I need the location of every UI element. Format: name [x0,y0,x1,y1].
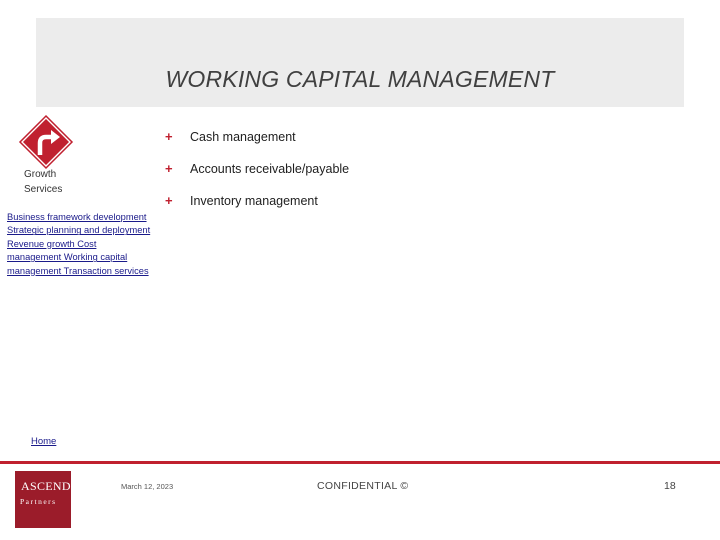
bullet-list [165,128,349,224]
services-nav-links [7,211,153,278]
company-logo [15,471,71,528]
services-label: Services [24,184,63,195]
home-link[interactable]: Home [31,436,57,447]
page-number: 18 [664,480,676,492]
bullet-item [165,128,349,160]
footer-date: March 12, 2023 [121,482,174,491]
title-bar [36,18,684,107]
footer-divider [0,461,720,464]
growth-label: Growth [24,169,57,180]
plus-bullet-icon: + [165,129,173,144]
bullet-item [165,192,349,224]
plus-bullet-icon: + [165,193,173,208]
services-link-list[interactable]: Business framework development Strategic planning and deployment Revenue growth Cost management Working capital management Transaction services [7,212,151,276]
logo-subtitle: Partners [20,497,57,506]
bullet-text: Inventory management [190,194,318,208]
page-title: WORKING CAPITAL MANAGEMENT [165,66,555,92]
bullet-text: Cash management [190,130,296,144]
turn-right-arrow-sign-icon [18,114,74,170]
logo-name: ASCEND [21,479,71,493]
plus-bullet-icon: + [165,161,173,176]
footer-confidential: CONFIDENTIAL © [317,480,409,492]
bullet-item [165,160,349,192]
bullet-text: Accounts receivable/payable [190,162,350,176]
